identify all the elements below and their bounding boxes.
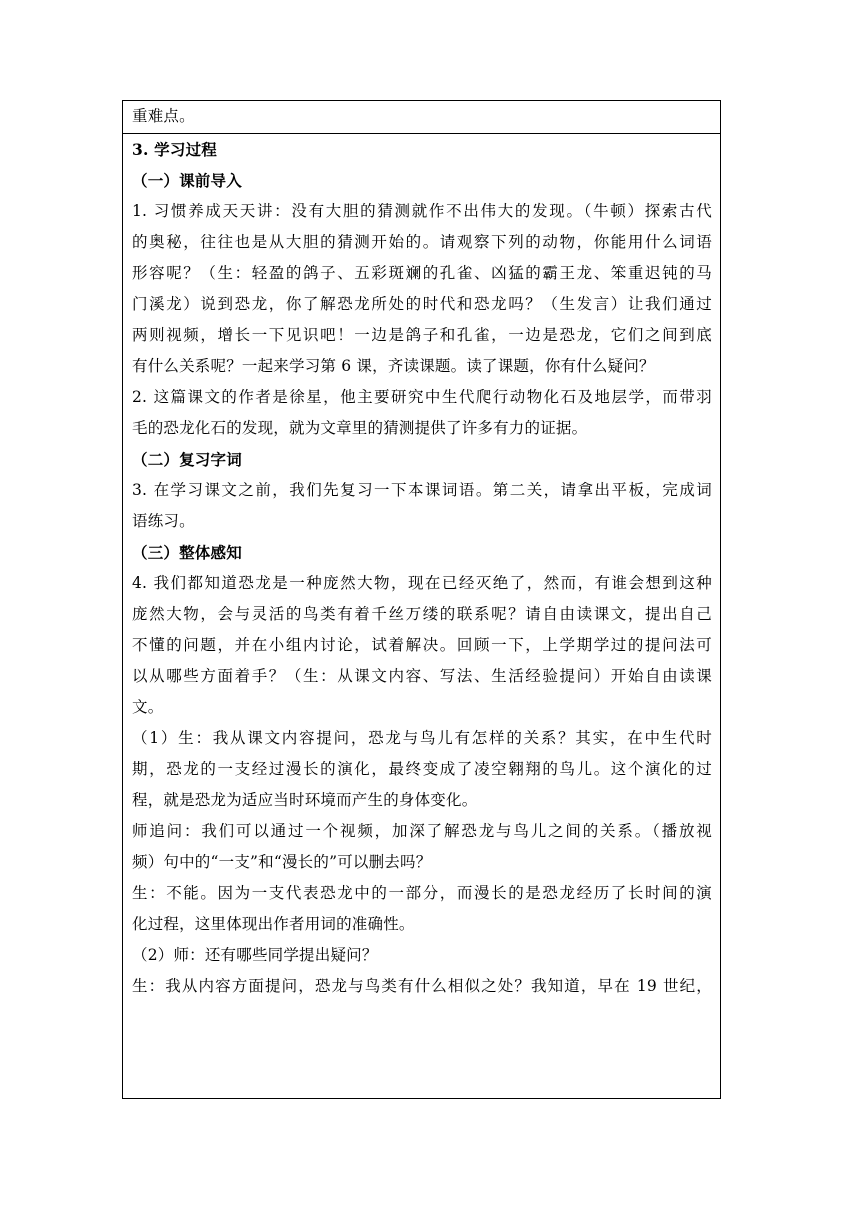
difficulties-text: 重难点。 bbox=[132, 107, 195, 125]
subsection-heading: （二）复习字词 bbox=[132, 450, 242, 469]
paragraph-line: 毛的恐龙化石的发现，就为文章里的猜测提供了许多有力的证据。 bbox=[132, 419, 588, 437]
paragraph-line: 形容呢？（生：轻盈的鸽子、五彩斑斓的孔雀、凶猛的霸王龙、笨重迟钝的马 bbox=[132, 264, 712, 282]
subsection-heading: （一）课前导入 bbox=[132, 171, 242, 190]
paragraph-line: 生：不能。因为一支代表恐龙中的一部分，而漫长的是恐龙经历了长时间的演 bbox=[132, 884, 712, 902]
section-body bbox=[132, 165, 712, 1002]
difficulties-cell bbox=[123, 101, 721, 134]
paragraph-line: （2）师：还有哪些同学提出疑问？ bbox=[132, 946, 378, 964]
paragraph-line: 两则视频，增长一下见识吧！一边是鸽子和孔雀，一边是恐龙，它们之间到底 bbox=[132, 326, 712, 344]
paragraph-line: 化过程，这里体现出作者用词的准确性。 bbox=[132, 915, 415, 933]
section-title: 3. 学习过程 bbox=[132, 140, 217, 159]
table-row-learning-process bbox=[123, 134, 721, 1099]
paragraph-line: 有什么关系呢？一起来学习第 6 课，齐读课题。读了课题，你有什么疑问？ bbox=[132, 357, 655, 375]
table-row-difficulties bbox=[123, 101, 721, 134]
learning-process-cell bbox=[123, 134, 721, 1099]
paragraph-line: 4. 我们都知道恐龙是一种庞然大物，现在已经灭绝了，然而，有谁会想到这种 bbox=[132, 574, 712, 592]
paragraph-line: 门溪龙）说到恐龙，你了解恐龙所处的时代和恐龙吗？（生发言）让我们通过 bbox=[132, 295, 712, 313]
paragraph-line: 不懂的问题，并在小组内讨论，试着解决。回顾一下，上学期学过的提问法可 bbox=[132, 636, 712, 654]
paragraph-line: 程，就是恐龙为适应当时环境而产生的身体变化。 bbox=[132, 791, 478, 809]
paragraph-line: 语练习。 bbox=[132, 512, 195, 530]
lesson-plan-table bbox=[122, 100, 721, 1099]
paragraph-line: 生：我从内容方面提问，恐龙与鸟类有什么相似之处？我知道，早在 19 世纪， bbox=[132, 977, 712, 995]
paragraph-line: 的奥秘，往往也是从大胆的猜测开始的。请观察下列的动物，你能用什么词语 bbox=[132, 233, 712, 251]
paragraph-line: 期，恐龙的一支经过漫长的演化，最终变成了凌空翱翔的鸟儿。这个演化的过 bbox=[132, 760, 712, 778]
paragraph-line: （1）生：我从课文内容提问，恐龙与鸟儿有怎样的关系？其实，在中生代时 bbox=[132, 729, 712, 747]
paragraph-line: 1. 习惯养成天天讲：没有大胆的猜测就作不出伟大的发现。（牛顿）探索古代 bbox=[132, 202, 712, 220]
paragraph-line: 以从哪些方面着手？（生：从课文内容、写法、生活经验提问）开始自由读课 bbox=[132, 667, 712, 685]
subsection-heading: （三）整体感知 bbox=[132, 543, 242, 562]
paragraph-line: 频）句中的“一支”和“漫长的”可以删去吗？ bbox=[132, 853, 432, 871]
paragraph-line: 3. 在学习课文之前，我们先复习一下本课词语。第二关，请拿出平板，完成词 bbox=[132, 481, 712, 499]
paragraph-line: 庞然大物，会与灵活的鸟类有着千丝万缕的联系呢？请自由读课文，提出自己 bbox=[132, 605, 712, 623]
paragraph-line: 文。 bbox=[132, 698, 164, 716]
paragraph-line: 2. 这篇课文的作者是徐星，他主要研究中生代爬行动物化石及地层学，而带羽 bbox=[132, 388, 712, 406]
paragraph-line: 师追问：我们可以通过一个视频，加深了解恐龙与鸟儿之间的关系。（播放视 bbox=[132, 822, 712, 840]
